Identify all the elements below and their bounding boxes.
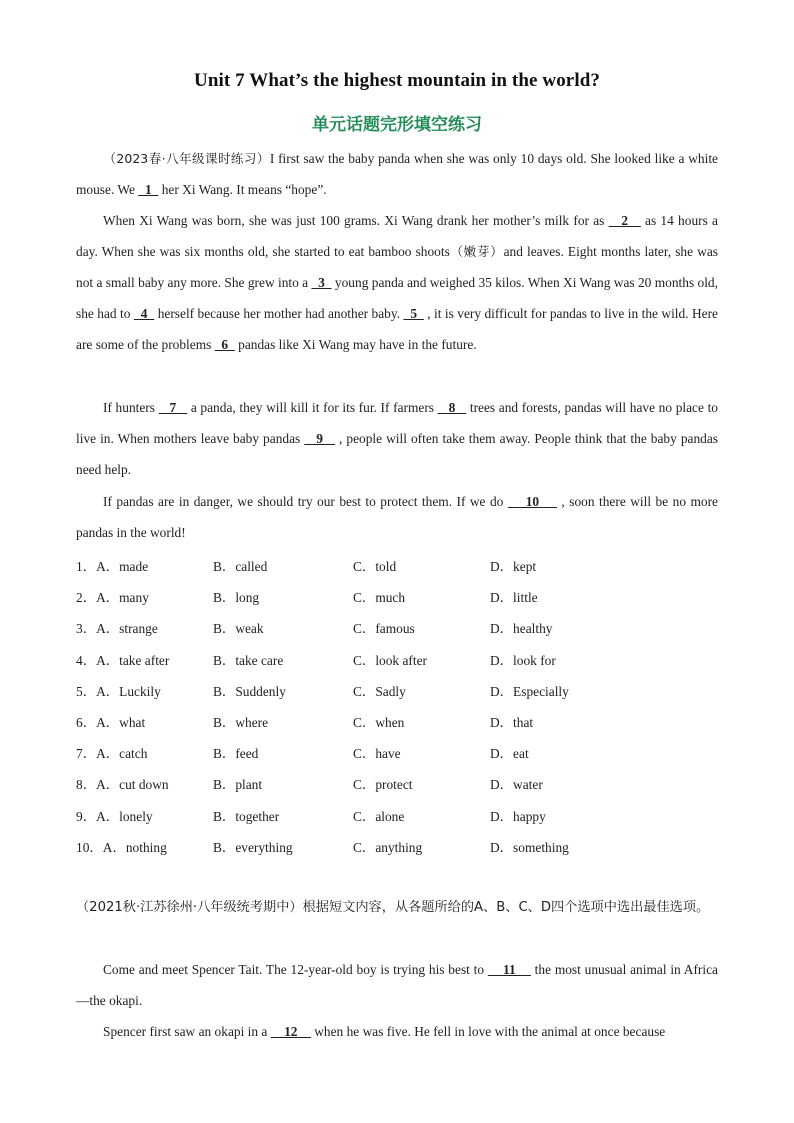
blank-12: 12 [270,1024,311,1039]
page-subtitle: 单元话题完形填空练习 [312,115,482,135]
option-b: B．called [213,559,268,574]
question-row-8 [76,768,716,799]
blank-1: 1 [138,182,159,197]
blank-4: 4 [133,306,155,321]
passage2-paragraph-1: Come and meet Spencer Tait. The 12-year-old boy is trying his best to 11 the most unusual animal in Africa—the okapi. [76,962,718,1008]
option-a: 5．A．Luckily [76,683,161,699]
option-a: 6．A．what [76,714,146,730]
blank-5: 5 [403,306,424,321]
question-row-7 [76,737,716,768]
option-d: D．something [490,839,569,855]
option-a: 2．A．many [76,590,149,606]
option-d: D．little [490,590,538,606]
passage2-intro: （2021秋·江苏徐州·八年级统考期中）根据短文内容，从各题所给的A、B、C、D四个选项中选出最佳选项。 [76,900,710,915]
answer-options [76,550,716,862]
passage2-paragraph-2: Spencer first saw an okapi in a 12 when he was five. He fell in love with the animal at once because [103,1024,666,1039]
question-row-5 [76,675,716,706]
option-d: D．that [490,714,534,730]
blank-11: 11 [487,962,531,977]
blank-10: 10 [507,494,557,509]
blank-7: 7 [158,400,188,415]
option-b: B．Suddenly [213,683,286,699]
option-b: B．long [213,590,260,606]
blank-2: 2 [608,213,641,228]
option-b: B．weak [213,621,264,637]
source-note: （2023春·八年级课时练习） [103,151,270,166]
option-c: C．look after [353,652,428,668]
option-c: C．have [353,746,401,762]
option-b: B．together [213,808,280,824]
page-title: Unit 7 What’s the highest mountain in the world? [194,70,600,91]
passage1-paragraph-3: If hunters 7 a panda, they will kill it for its fur. If farmers 8 trees and forests, pandas will have no place to live in. When mothers leave baby pandas 9 , people will often take them away. People think that the baby pandas need help. [76,400,719,477]
option-d: D．kept [490,559,537,574]
passage1-paragraph-1: （2023春·八年级课时练习）I first saw the baby panda when she was only 10 days old. She looked like a white mouse. We 1 her Xi Wang. It means “hope”. [76,151,718,197]
option-a: 4．A．take after [76,652,170,668]
option-a: 7．A．catch [76,746,148,762]
option-a: 10．A．nothing [76,839,167,855]
question-row-4 [76,644,716,675]
option-d: D．happy [490,808,546,824]
option-a: 9．A．lonely [76,808,153,824]
option-d: D．Especially [490,683,569,699]
question-row-1 [76,550,716,581]
option-b: B．take care [213,652,284,668]
option-b: B．where [213,714,269,730]
option-c: C．protect [353,777,413,793]
option-d: D．water [490,777,543,793]
question-row-9 [76,800,716,831]
option-c: C．much [353,590,406,606]
option-c: C．anything [353,839,423,855]
passage1-paragraph-4: If pandas are in danger, we should try our best to protect them. If we do 10 , soon there will be no more pandas in the world! [76,494,718,540]
option-c: C．alone [353,808,405,824]
blank-6: 6 [214,337,235,352]
option-d: D．eat [490,746,529,762]
option-a: 8．A．cut down [76,777,169,793]
question-row-10 [76,831,716,862]
question-row-2 [76,581,716,612]
blank-8: 8 [437,400,467,415]
option-a: 1．A．made [76,559,149,574]
option-b: B．everything [213,839,293,855]
option-c: C．when [353,714,405,730]
question-row-3 [76,612,716,643]
option-d: D．healthy [490,621,553,637]
option-d: D．look for [490,652,556,668]
question-row-6 [76,706,716,737]
option-c: C．famous [353,621,415,637]
blank-9: 9 [304,431,336,446]
option-b: B．plant [213,777,263,793]
passage1-paragraph-2: When Xi Wang was born, she was just 100 grams. Xi Wang drank her mother’s milk for as 2 as 14 hours a day. When she was six months old, she started to eat bamboo shoots（嫩芽）and leaves. Eight months later, she was not a small baby any more. She grew into a 3 young panda and weighed 35 kilos. When Xi Wang was 20 months old, she had to 4 herself because her mother had another baby. 5 , it is very difficult for pandas to live in the wild. Here are some of the problems 6 pandas like Xi Wang may have in the future. [76,213,718,352]
chinese-note: （嫩芽） [449,244,504,259]
blank-3: 3 [311,275,332,290]
option-a: 3．A．strange [76,621,158,637]
option-b: B．feed [213,746,259,762]
option-c: C．Sadly [353,683,406,699]
option-c: C．told [353,559,397,574]
